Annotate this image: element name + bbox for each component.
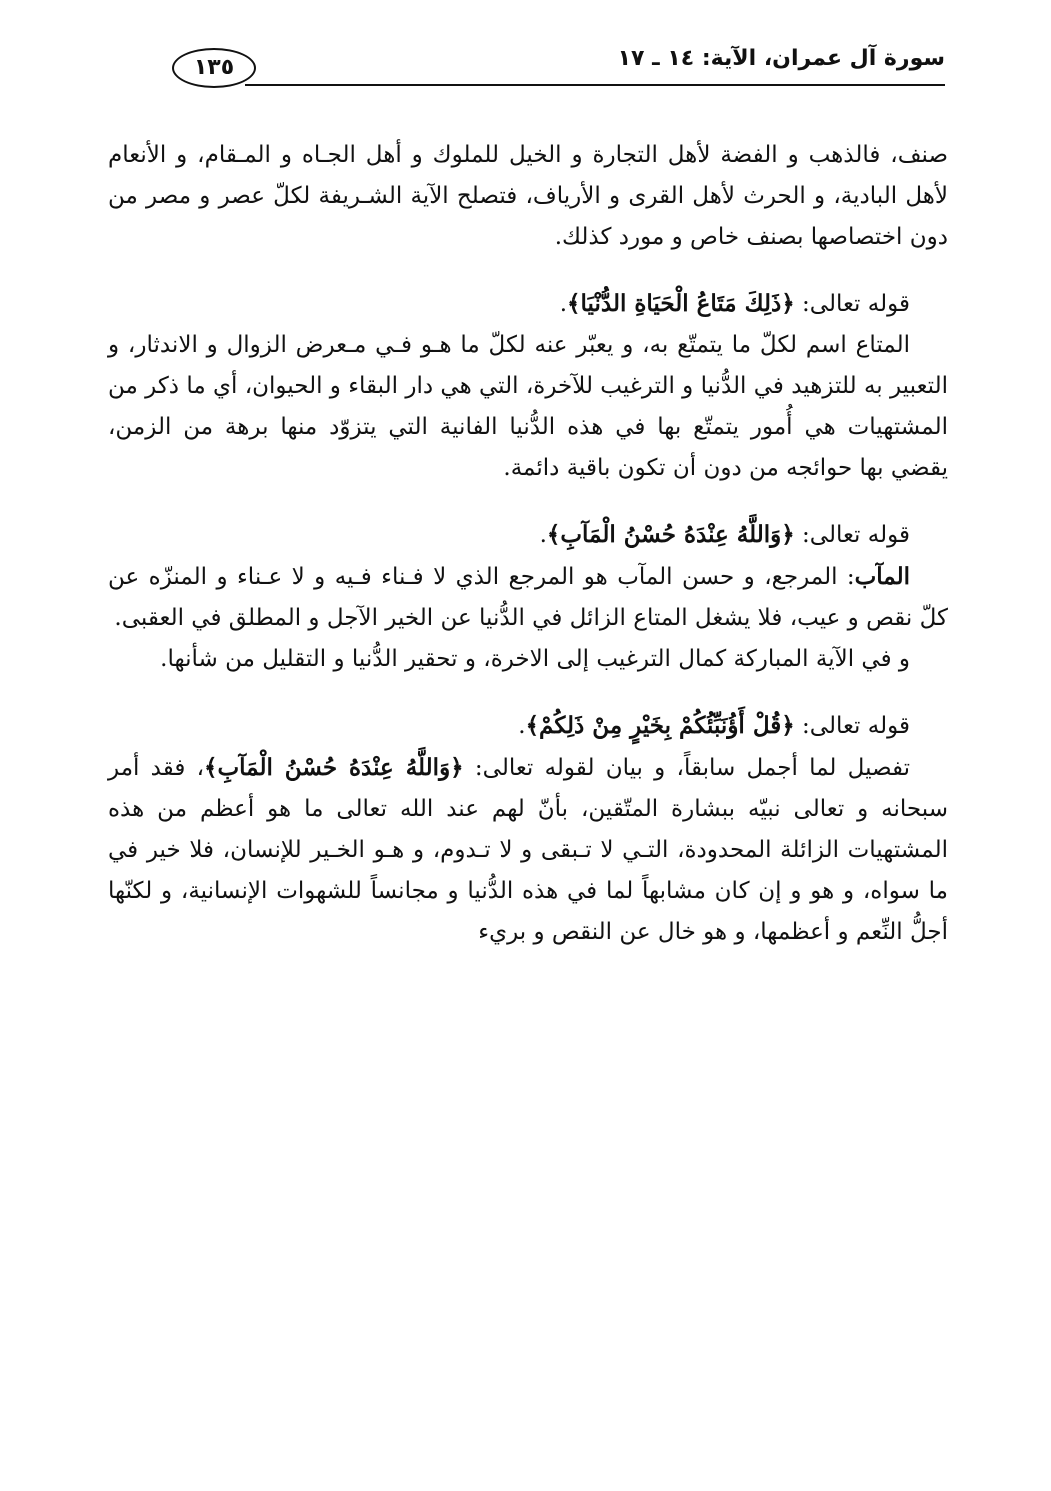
quran-verse: ﴿وَاللَّهُ عِنْدَهُ حُسْنُ الْمَآبِ﴾ [546, 521, 795, 548]
paragraph-mataa-text: المتاع اسم لكلّ ما يتمتّع به، و يعبّر عنه لكلّ ما هـو فـي مـعرض الزوال و الاندثار، و التعبير به للتزهيد في الدُّنيا و الترغيب للآخرة، التي هي دار البقاء و الحيوان، أي ما ذكر من المشتهيات هي أُمور يتمتّع بها في هذه الدُّنيا الفانية التي يتزوّد منها برهة من الزمن، يقضي بها حوائجه من دون أن تكون باقية دائمة. [108, 332, 949, 481]
paragraph-tarqheeb-text: و في الآية المباركة كمال الترغيب إلى الاخرة، و تحقير الدُّنيا و التقليل من شأنها. [160, 646, 910, 672]
page-header [110, 40, 945, 90]
paragraph-tafseel-text: ، فقد أمر سبحانه و تعالى نبيّه ببشارة المتّقين، بأنّ لهم عند الله تعالى ما هو أعظم من هذه المشتهيات الزائلة المحدودة، التـي لا تـبقى و لا تـدوم، و هـو الخـير للإنسان، فلا خير في ما سواه، و هو و إن كان مشابهاً لما في هذه الدُّنيا و مجانساً للشهوات الإنسانية، و لكنّها أجلُّ النِّعم و أعظمها، و هو خال عن النقص و بريء [108, 755, 948, 945]
verse-heading-khair [108, 705, 948, 747]
running-title: سورة آل عمران، الآية: ١٤ ـ ١٧ [617, 46, 945, 71]
paragraph-mataa [108, 325, 948, 489]
quran-verse: ﴿وَاللَّهُ عِنْدَهُ حُسْنُ الْمَآبِ﴾ [204, 754, 464, 781]
paragraph-tarqheeb [108, 639, 948, 680]
verse-heading-end: . [559, 291, 568, 317]
paragraph-maab-text: : المرجع، و حسن المآب هو المرجع الذي لا فـناء فـيه و لا عـناء و المنزّه عن كلّ نقص و عيب، فلا يشغل المتاع الزائل في الدُّنيا عن الخير الآجل و المطلق في العقبى. [108, 564, 948, 631]
paragraph-tafseel-lead: تفصيل لما أجمل سابقاً، و بيان لقوله تعالى: [463, 755, 911, 781]
paragraph-intro [108, 135, 948, 258]
verse-heading-end: . [518, 713, 526, 739]
verse-heading-lead: قوله تعالى: [794, 522, 910, 548]
quran-verse: ﴿ذَلِكَ مَتَاعُ الْحَيَاةِ الدُّنْيَا﴾ [567, 290, 795, 317]
verse-heading-lead: قوله تعالى: [794, 291, 910, 317]
paragraph-tafseel [108, 747, 948, 953]
verse-heading-end: . [539, 522, 547, 548]
verse-heading-lead: قوله تعالى: [794, 713, 910, 739]
paragraph-intro-text: صنف، فالذهب و الفضة لأهل التجارة و الخيل للملوك و أهل الجـاه و المـقام، و الأنعام لأهل البادية، و الحرث لأهل القرى و الأرياف، فتصلح الآية الشـريفة لكلّ عصر و مصر من دون اختصاصها بصنف خاص و مورد كذلك. [108, 142, 948, 250]
defined-term: المآب [854, 563, 910, 590]
page-number: ١٣٥ [172, 48, 256, 88]
verse-heading-dunya [108, 283, 948, 325]
verse-heading-maab [108, 514, 948, 556]
page-body [108, 135, 948, 953]
paragraph-maab [108, 556, 948, 639]
quran-verse: ﴿قُلْ أَؤُنَبِّئُكُمْ بِخَيْرٍ مِنْ ذَلِكُمْ﴾ [525, 712, 795, 739]
header-rule [245, 84, 945, 86]
